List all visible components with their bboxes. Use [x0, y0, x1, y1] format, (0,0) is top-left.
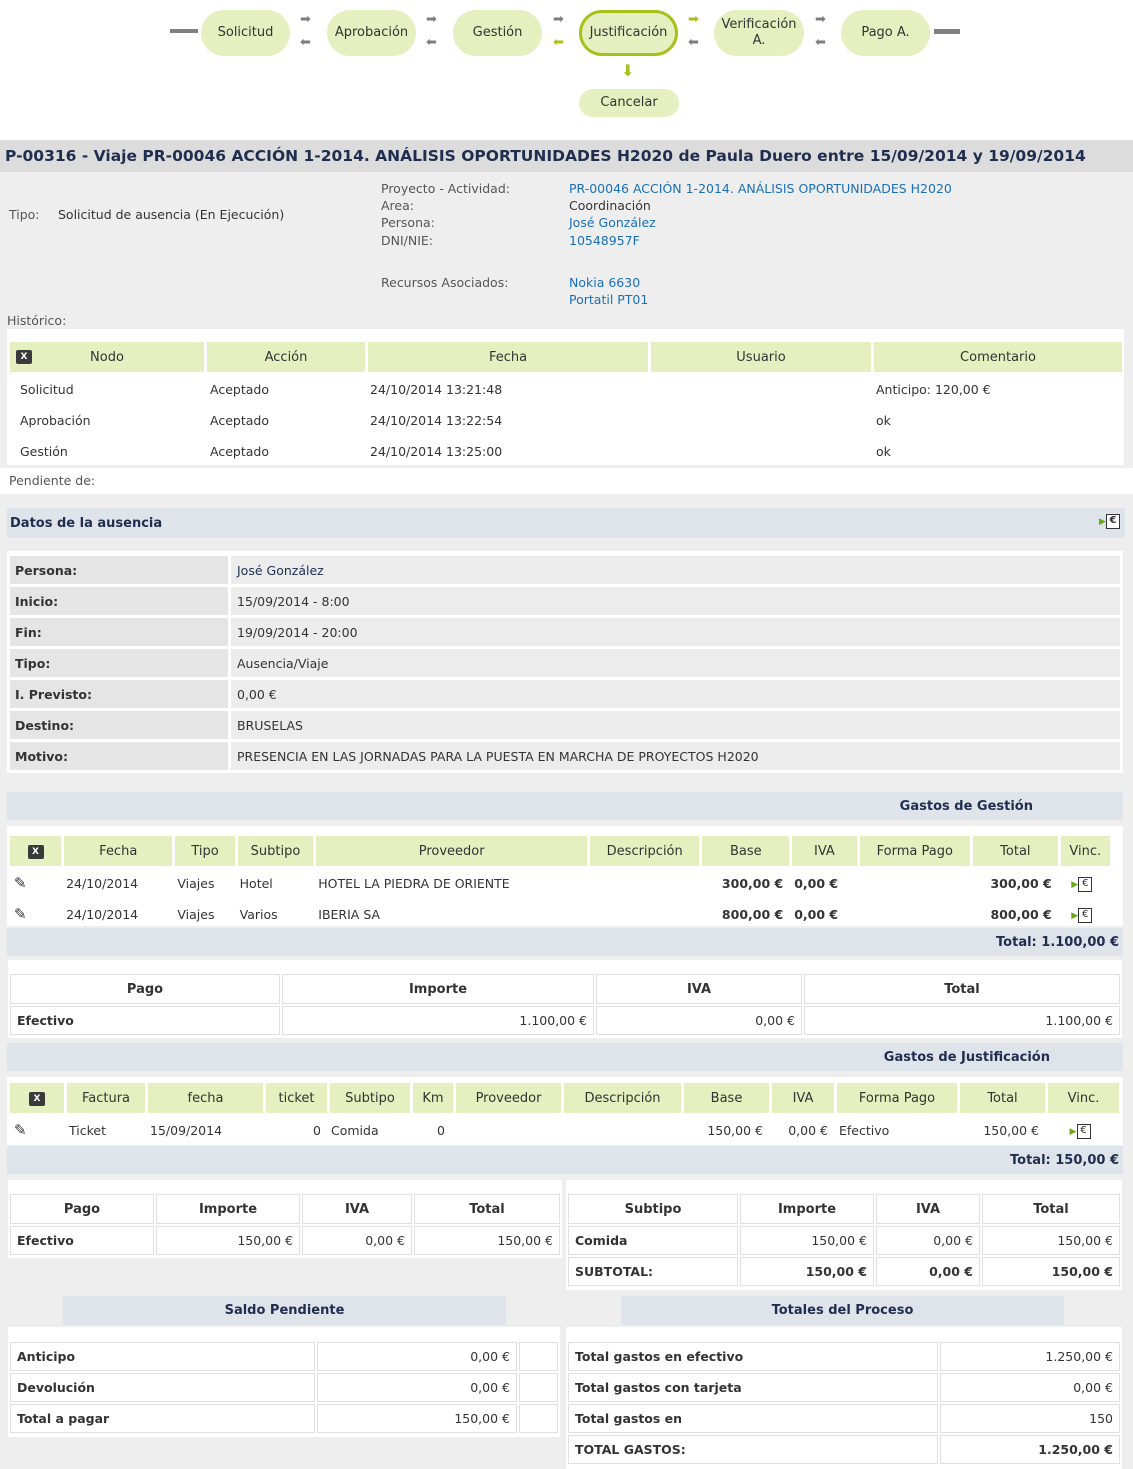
subtipo-iva-header: IVA	[876, 1194, 980, 1224]
justificacion-iva-header: IVA	[302, 1194, 412, 1224]
tipo-value: Solicitud de ausencia (En Ejecución)	[58, 207, 285, 222]
page-title: P-00316 - Viaje PR-00046 ACCIÓN 1-2014. ANÁLISIS OPORTUNIDADES H2020 de Paula Duero entre 15/09/2014 y 19/09/2014	[0, 140, 1133, 172]
link-document-icon[interactable]: ▶ €	[1078, 877, 1092, 892]
gestion-pago-table	[8, 972, 1122, 1037]
gestion-header-total[interactable]: Total	[973, 836, 1058, 866]
gestion-table	[7, 833, 1122, 931]
justificacion-table	[7, 1080, 1122, 1147]
table-row: Total gastos en 150	[568, 1404, 1120, 1433]
table-row: Destino: BRUSELAS	[10, 711, 1120, 739]
table-row: Aprobación Aceptado 24/10/2014 13:22:54 ok	[20, 412, 891, 428]
area-label: Area:	[381, 198, 414, 213]
tipo-label: Tipo:	[9, 207, 40, 222]
historico-table	[7, 339, 1125, 468]
table-row: Total gastos con tarjeta 0,00 €	[568, 1373, 1120, 1402]
recurso-link[interactable]: Nokia 6630	[569, 275, 641, 290]
gestion-importe-header: Importe	[282, 974, 594, 1004]
justificacion-header-vinc[interactable]: Vinc.	[1048, 1083, 1119, 1113]
excel-icon[interactable]: X	[16, 350, 32, 364]
proyecto-label: Proyecto - Actividad:	[381, 181, 510, 196]
table-row: ✎ 24/10/2014 Viajes Varios IBERIA SA 800,00 € 0,00 € 800,00 € ▶ €	[10, 900, 1119, 928]
table-row: ✎ Ticket 15/09/2014 0 Comida 0 150,00 € 0,00 € Efectivo 150,00 € ▶ €	[10, 1116, 1119, 1144]
historico-header-comentario[interactable]: Comentario	[874, 342, 1122, 372]
subtipo-importe-header: Importe	[740, 1194, 874, 1224]
table-row: Total gastos en efectivo 1.250,00 €	[568, 1342, 1120, 1371]
workflow-node-justificacion[interactable]: Justificación	[579, 10, 678, 56]
justificacion-pago-table	[8, 1192, 562, 1257]
gestion-total: Total: 1.100,00 €	[7, 928, 1123, 956]
table-row: ✎ 24/10/2014 Viajes Hotel HOTEL LA PIEDRA DE ORIENTE 300,00 € 0,00 € 300,00 € ▶ €	[10, 869, 1119, 897]
workflow-node-pago[interactable]: Pago A.	[841, 10, 930, 56]
gestion-iva-header: IVA	[596, 974, 802, 1004]
area-value: Coordinación	[569, 198, 651, 213]
table-row: Total a pagar 150,00 €	[10, 1404, 558, 1433]
justificacion-header-subtipo[interactable]: Subtipo	[330, 1083, 410, 1113]
justificacion-header-forma-pago[interactable]: Forma Pago	[837, 1083, 957, 1113]
arrow-right-icon: ➡	[426, 12, 437, 27]
gestion-pago-header: Pago	[10, 974, 280, 1004]
arrow-down-icon: ⬇	[621, 61, 635, 80]
arrow-right-icon: ➡	[815, 12, 826, 27]
table-row: TOTAL GASTOS: 1.250,00 €	[568, 1435, 1120, 1464]
gestion-header-iva[interactable]: IVA	[792, 836, 856, 866]
workflow-node-gestion[interactable]: Gestión	[453, 10, 542, 56]
table-row: Efectivo 1.100,00 € 0,00 € 1.100,00 €	[10, 1006, 1120, 1035]
pendiente-label: Pendiente de:	[9, 473, 96, 488]
subtipo-total-header: Total	[982, 1194, 1120, 1224]
table-row: I. Previsto: 0,00 €	[10, 680, 1120, 708]
workflow-end-marker	[934, 29, 960, 34]
gestion-header: Gastos de Gestión	[7, 792, 1123, 820]
workflow-bar	[0, 0, 1133, 130]
totales-header: Totales del Proceso	[621, 1296, 1064, 1325]
historico-header-accion[interactable]: Acción	[207, 342, 365, 372]
table-row: Tipo: Ausencia/Viaje	[10, 649, 1120, 677]
ausencia-header: Datos de la ausencia ▶ €	[7, 508, 1125, 538]
justificacion-excel-header[interactable]	[10, 1083, 64, 1113]
arrow-right-icon: ➡	[300, 12, 311, 27]
arrow-left-icon: ⬅	[553, 35, 564, 50]
arrow-right-icon: ➡	[553, 12, 564, 27]
gestion-header-vinc[interactable]: Vinc.	[1061, 836, 1110, 866]
historico-header-nodo[interactable]: X Nodo	[10, 342, 204, 372]
justificacion-total-header: Total	[414, 1194, 560, 1224]
justificacion-header-total[interactable]: Total	[960, 1083, 1045, 1113]
justificacion-importe-header: Importe	[156, 1194, 300, 1224]
gestion-header-descripcion[interactable]: Descripción	[590, 836, 699, 866]
gestion-header-subtipo[interactable]: Subtipo	[238, 836, 314, 866]
arrow-left-icon: ⬅	[688, 35, 699, 50]
workflow-node-aprobacion[interactable]: Aprobación	[327, 10, 416, 56]
subtipo-header: Subtipo	[568, 1194, 738, 1224]
justificacion-pago-header: Pago	[10, 1194, 154, 1224]
pencil-icon[interactable]: ✎	[14, 905, 27, 923]
gestion-total-header: Total	[804, 974, 1120, 1004]
workflow-start-marker	[170, 29, 198, 33]
arrow-left-icon: ⬅	[300, 35, 311, 50]
dni-link[interactable]: 10548957F	[569, 233, 640, 248]
gestion-header-tipo[interactable]: Tipo	[175, 836, 234, 866]
link-document-icon[interactable]: ▶ €	[1106, 514, 1120, 529]
dni-label: DNI/NIE:	[381, 233, 434, 248]
justificacion-header-descripcion[interactable]: Descripción	[564, 1083, 681, 1113]
saldo-header: Saldo Pendiente	[63, 1296, 506, 1325]
totales-table	[566, 1340, 1122, 1466]
arrow-left-icon: ⬅	[815, 35, 826, 50]
justificacion-header-factura[interactable]: Factura	[67, 1083, 145, 1113]
arrow-right-icon: ➡	[688, 12, 699, 27]
justificacion-total: Total: 150,00 €	[7, 1146, 1123, 1174]
justificacion-header: Gastos de Justificación	[7, 1043, 1123, 1071]
table-row: Efectivo 150,00 € 0,00 € 150,00 €	[10, 1226, 560, 1255]
proyecto-link[interactable]: PR-00046 ACCIÓN 1-2014. ANÁLISIS OPORTUNIDADES H2020	[569, 181, 952, 196]
cancel-button[interactable]: Cancelar	[579, 89, 679, 117]
table-row: Inicio: 15/09/2014 - 8:00	[10, 587, 1120, 615]
historico-header-usuario[interactable]: Usuario	[651, 342, 871, 372]
historico-header-fecha[interactable]: Fecha	[368, 342, 648, 372]
ausencia-table	[7, 553, 1123, 773]
table-row: SUBTOTAL: 150,00 € 0,00 € 150,00 €	[568, 1257, 1120, 1286]
arrow-left-icon: ⬅	[426, 35, 437, 50]
excel-icon[interactable]: X	[28, 845, 44, 859]
subtipo-table	[566, 1192, 1122, 1288]
gestion-header-proveedor[interactable]: Proveedor	[316, 836, 587, 866]
persona-link[interactable]: José González	[569, 215, 656, 230]
gestion-header-fecha[interactable]: Fecha	[64, 836, 172, 866]
table-row: Motivo: PRESENCIA EN LAS JORNADAS PARA LA PUESTA EN MARCHA DE PROYECTOS H2020	[10, 742, 1120, 770]
gestion-header-base[interactable]: Base	[702, 836, 789, 866]
table-row: Fin: 19/09/2014 - 20:00	[10, 618, 1120, 646]
link-document-icon[interactable]: ▶ €	[1077, 1124, 1091, 1139]
pencil-icon[interactable]: ✎	[14, 874, 27, 892]
table-row: Devolución 0,00 €	[10, 1373, 558, 1402]
table-row: Persona: José González	[10, 556, 1120, 584]
gestion-excel-header[interactable]	[10, 836, 61, 866]
excel-icon[interactable]: X	[29, 1092, 45, 1106]
table-row: Comida 150,00 € 0,00 € 150,00 €	[568, 1226, 1120, 1255]
justificacion-header-proveedor[interactable]: Proveedor	[456, 1083, 561, 1113]
justificacion-header-km[interactable]: Km	[413, 1083, 453, 1113]
justificacion-header-iva[interactable]: IVA	[772, 1083, 834, 1113]
recursos-label: Recursos Asociados:	[381, 275, 509, 290]
saldo-table	[8, 1340, 560, 1435]
workflow-node-verificacion[interactable]: Verificación A.	[714, 10, 804, 56]
table-row: Gestión Aceptado 24/10/2014 13:25:00 ok	[20, 443, 891, 459]
table-row: Anticipo 0,00 €	[10, 1342, 558, 1371]
link-document-icon[interactable]: ▶ €	[1078, 908, 1092, 923]
justificacion-header-ticket[interactable]: ticket	[266, 1083, 327, 1113]
justificacion-header-base[interactable]: Base	[684, 1083, 769, 1113]
justificacion-header-fecha[interactable]: fecha	[148, 1083, 263, 1113]
pencil-icon[interactable]: ✎	[14, 1121, 27, 1139]
historico-label: Histórico:	[7, 313, 67, 328]
table-row: Solicitud Aceptado 24/10/2014 13:21:48 Anticipo: 120,00 €	[20, 381, 991, 397]
workflow-node-solicitud[interactable]: Solicitud	[201, 10, 290, 56]
recurso-link[interactable]: Portatil PT01	[569, 292, 649, 307]
persona-label: Persona:	[381, 215, 435, 230]
gestion-header-forma-pago[interactable]: Forma Pago	[860, 836, 970, 866]
